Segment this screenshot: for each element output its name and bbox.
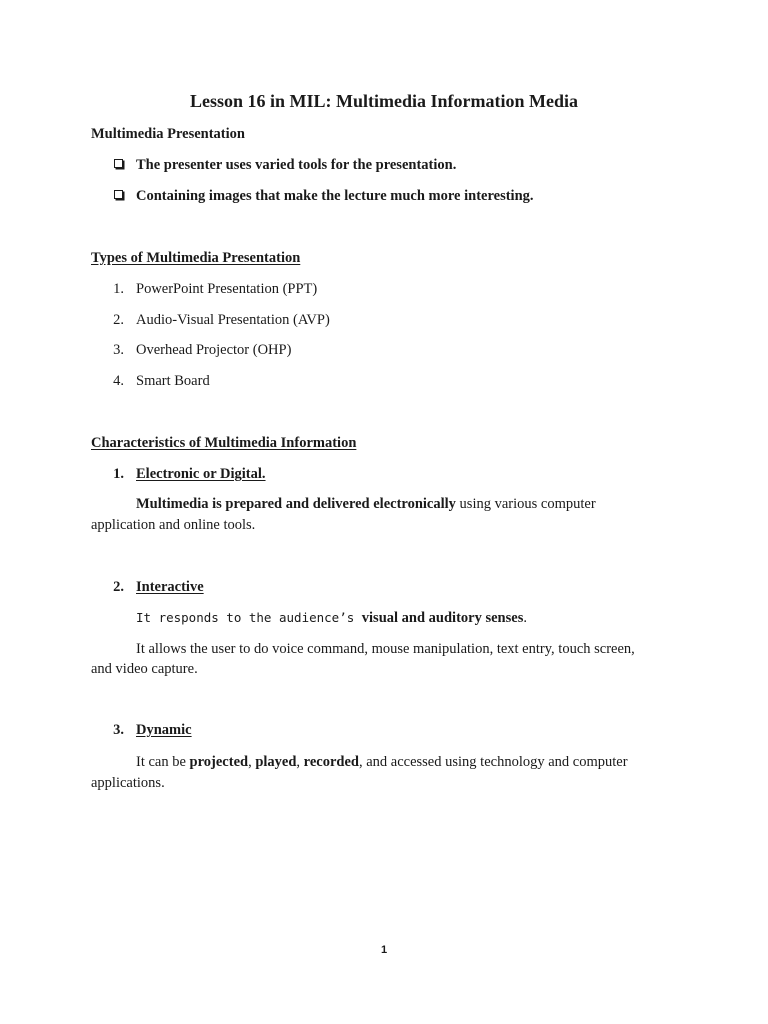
list-item: Smart Board	[136, 373, 210, 389]
list-number: 1.	[113, 281, 124, 297]
text-run: using various computer	[455, 496, 596, 512]
list-number: 4.	[113, 373, 124, 389]
section-heading-characteristics: Characteristics of Multimedia Information	[91, 435, 357, 451]
list-number: 1.	[113, 466, 124, 482]
bold-phrase: projected	[189, 754, 249, 770]
list-item: Audio-Visual Presentation (AVP)	[136, 312, 330, 328]
paragraph-line: applications.	[91, 775, 165, 791]
document-title: Lesson 16 in MIL: Multimedia Information Media	[189, 91, 578, 111]
checkbox-bullet-icon	[114, 190, 123, 199]
paragraph-line	[136, 610, 527, 627]
text-run: .	[523, 610, 527, 626]
characteristic-title: Interactive	[136, 579, 204, 595]
text-run: It can be	[136, 754, 190, 770]
bold-phrase: visual and auditory senses	[361, 610, 524, 626]
list-item: PowerPoint Presentation (PPT)	[136, 281, 318, 297]
bold-phrase: Multimedia is prepared and delivered electronically	[136, 496, 456, 512]
text-run: , and accessed using technology and computer	[358, 754, 628, 770]
list-number: 2.	[113, 579, 124, 595]
paragraph-line: It allows the user to do voice command, mouse manipulation, text entry, touch screen,	[136, 641, 635, 657]
page-number: 1	[380, 944, 388, 956]
text-run: ,	[248, 754, 256, 770]
bullet-item: The presenter uses varied tools for the presentation.	[136, 157, 457, 173]
list-number: 3.	[113, 722, 124, 738]
list-number: 2.	[113, 312, 124, 328]
characteristic-title: Dynamic	[136, 722, 192, 738]
checkbox-bullet-icon	[114, 159, 123, 168]
bullet-item: Containing images that make the lecture much more interesting.	[136, 188, 534, 204]
section-heading-types: Types of Multimedia Presentation	[91, 250, 301, 266]
text-run: It responds to the audience’s	[136, 610, 362, 625]
paragraph-line: and video capture.	[91, 661, 198, 677]
characteristic-title: Electronic or Digital.	[136, 466, 266, 482]
section-heading-multimedia-presentation: Multimedia Presentation	[91, 126, 245, 142]
paragraph-line: application and online tools.	[91, 517, 256, 533]
bold-phrase: recorded	[303, 754, 359, 770]
list-number: 3.	[113, 342, 124, 358]
paragraph-line	[136, 496, 596, 513]
paragraph-line	[136, 754, 628, 771]
text-run: ,	[296, 754, 304, 770]
list-item: Overhead Projector (OHP)	[136, 342, 292, 358]
bold-phrase: played	[255, 754, 297, 770]
